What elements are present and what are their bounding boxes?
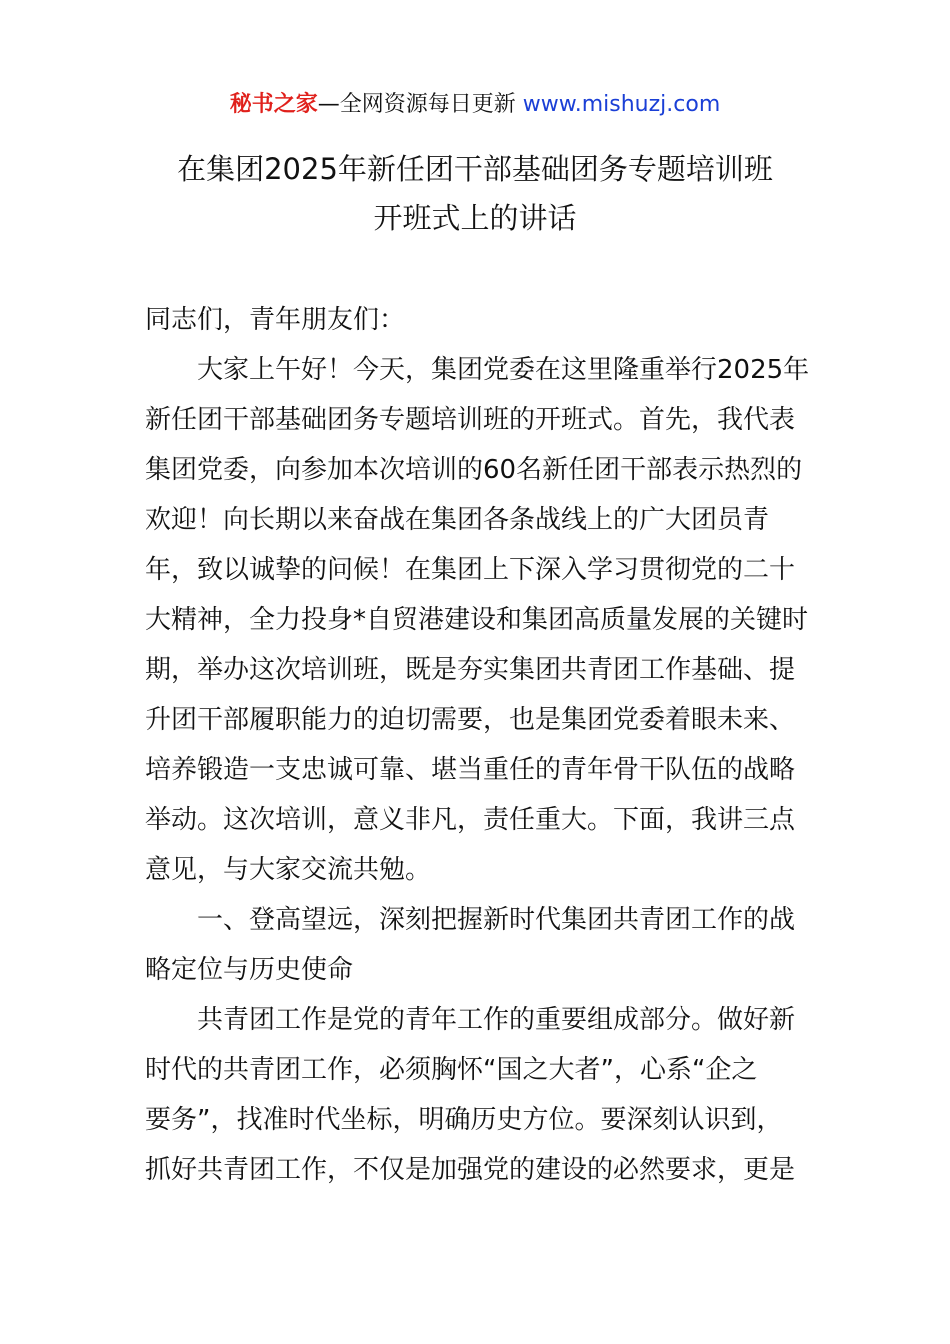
document-body — [145, 295, 809, 1195]
brand-name: 秘书之家 — [229, 92, 318, 117]
body-line: 意见，与大家交流共勉。 — [145, 855, 432, 885]
document-title-line-1: 在集团2025年新任团干部基础团务专题培训班 — [177, 152, 773, 186]
body-line: 举动。这次培训，意义非凡，责任重大。下面，我讲三点 — [145, 805, 796, 835]
header-tagline: —全网资源每日更新 — [317, 92, 523, 117]
body-line: 共青团工作是党的青年工作的重要组成部分。做好新 — [197, 1005, 796, 1035]
body-line: 集团党委，向参加本次培训的60名新任团干部表示热烈的 — [145, 455, 803, 485]
body-line: 大家上午好！今天，集团党委在这里隆重举行2025年 — [197, 355, 810, 385]
body-line: 升团干部履职能力的迫切需要，也是集团党委着眼未来、 — [145, 705, 796, 735]
document-title-line-2: 开班式上的讲话 — [373, 201, 577, 235]
site-url[interactable]: www.mishuzj.com — [522, 92, 721, 117]
body-line: 欢迎！向长期以来奋战在集团各条战线上的广大团员青 — [145, 505, 770, 535]
body-line: 期，举办这次培训班，既是夯实集团共青团工作基础、提 — [145, 655, 796, 685]
body-line: 抓好共青团工作，不仅是加强党的建设的必然要求，更是 — [145, 1155, 796, 1185]
section-heading: 略定位与历史使命 — [145, 955, 354, 985]
section-heading: 一、登高望远，深刻把握新时代集团共青团工作的战 — [197, 905, 796, 935]
salutation: 同志们，青年朋友们： — [145, 305, 406, 335]
body-line: 年，致以诚挚的问候！在集团上下深入学习贯彻党的二十 — [145, 555, 796, 585]
site-header — [0, 88, 950, 122]
body-line: 时代的共青团工作，必须胸怀“国之大者”，心系“企之 — [145, 1055, 758, 1085]
body-line: 新任团干部基础团务专题培训班的开班式。首先，我代表 — [145, 405, 796, 435]
body-line: 培养锻造一支忠诚可靠、堪当重任的青年骨干队伍的战略 — [145, 755, 796, 785]
body-line: 大精神，全力投身*自贸港建设和集团高质量发展的关键时 — [145, 605, 809, 635]
body-line: 要务”，找准时代坐标，明确历史方位。要深刻认识到， — [145, 1105, 783, 1135]
